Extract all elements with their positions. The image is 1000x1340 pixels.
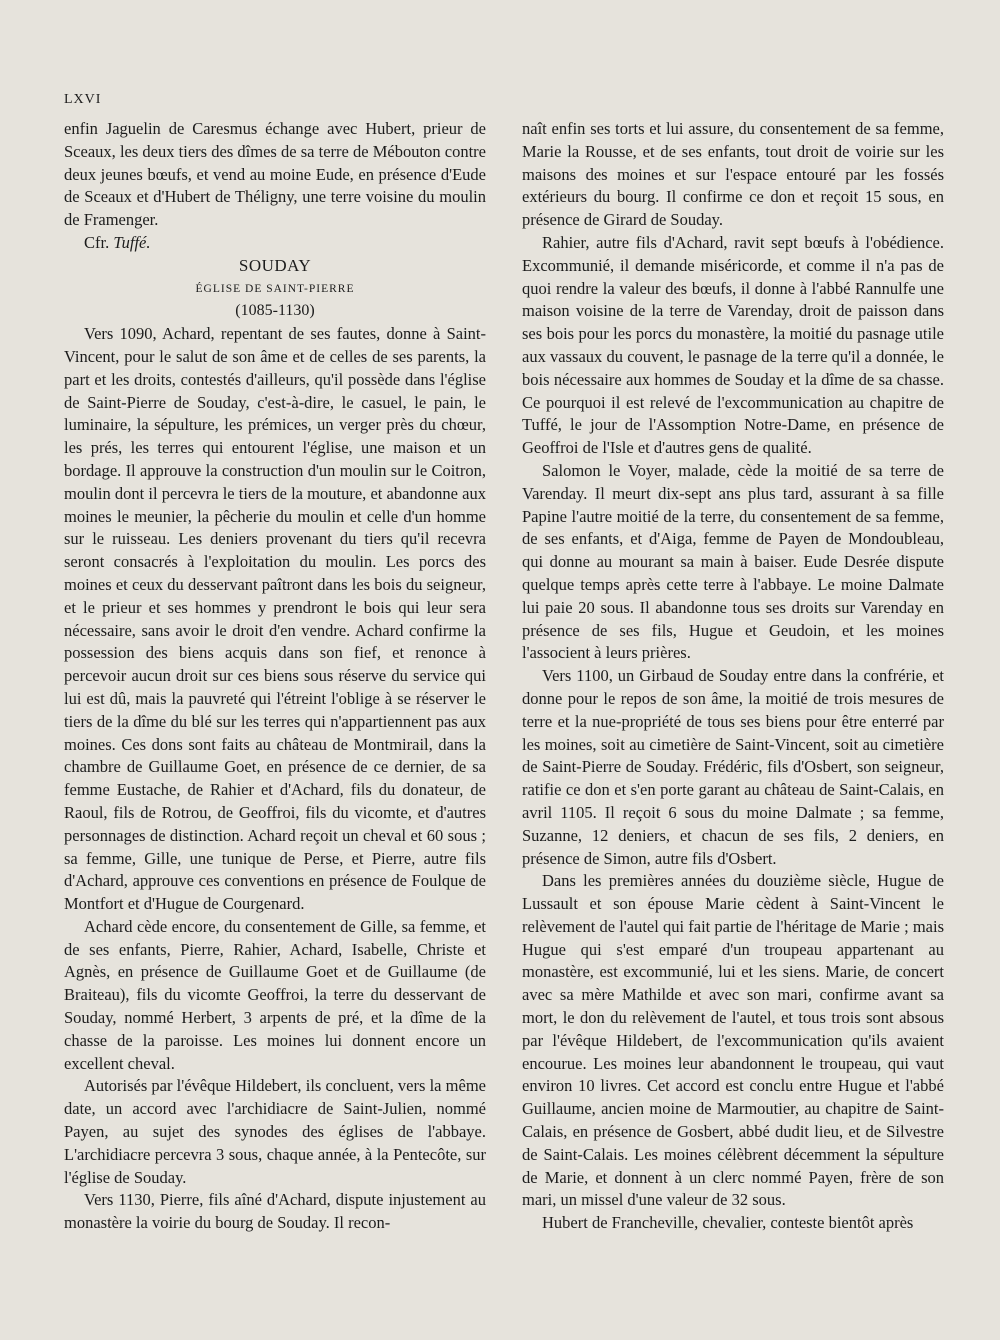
paragraph: Vers 1130, Pierre, fils aîné d'Achard, dispute injustement au monastère la voirie du bourg de Souday. Il recon- [64, 1190, 486, 1233]
paragraph: Hubert de Francheville, chevalier, conteste bientôt après [542, 1213, 914, 1233]
paragraph: Achard cède encore, du consentement de Gille, sa femme, et de ses enfants, Pierre, Rahier, Achard, Isabelle, Christe et Agnès, en présence de Guillaume Goet et de Guillaume (de Braiteau), fils du vicomte Geoffroi, la terre du desservant de Souday, nommé Herbert, 3 arpents de pré, et la dîme de la chasse de la paroisse. Les moines lui donnent encore un excellent cheval. [64, 916, 486, 1073]
paragraph: Dans les premières années du douzième siècle, Hugue de Lussault et son épouse Marie cèdent à Saint-Vincent le relèvement de l'autel qui fait partie de l'héritage de Marie ; mais Hugue qui s'est emparé d'un troupeau appartenant au monastère, est excommunié, lui et les siens. Marie, de concert avec sa mère Mathilde et avec son mari, confirme avant sa mort, le don du relèvement de l'autel, et tous trois sont absous par l'évêque Hildebert, de l'excommunication qu'ils avaient encourue. Les moines leur abandonnent le troupeau, qui vaut environ 10 livres. Cet accord est conclu entre Hugue et l'abbé Guillaume, ancien moine de Marmoutier, au chapitre de Saint-Calais, en présence de Gosbert, abbé dudit lieu, et de Silvestre de Saint-Calais. Les moines célèbrent décemment la sépulture de Marie, et donnent à un clerc nommé Payen, frère de son mari, un missel d'une valeur de 32 sous. [522, 871, 944, 1210]
paragraph: Vers 1100, un Girbaud de Souday entre dans la confrérie, et donne pour le repos de son âme, la moitié de trois mesures de terre et la nue-propriété de tous ses biens pour être enterré par les moines, soit au cimetière de Saint-Vincent, soit au cimetière de Saint-Pierre de Souday. Frédéric, fils d'Osbert, son seigneur, ratifie ce don et s'en porte garant au château de Saint-Calais, en avril 1105. Il reçoit 6 sous du moine Dalmate ; sa femme, Suzanne, 12 deniers, et chacun de ses fils, 2 deniers, en présence de Simon, autre fils d'Osbert. [522, 666, 944, 868]
cross-reference-label: Cfr. [84, 232, 110, 252]
cross-reference [64, 232, 486, 255]
right-column [522, 118, 944, 1235]
paragraph: Vers 1090, Achard, repentant de ses fautes, donne à Saint-Vincent, pour le salut de son âme et de celles de ses parents, la part et les droits, contestés d'ailleurs, qu'il possède dans l'église de Saint-Pierre de Souday, c'est-à-dire, le casuel, le pain, le luminaire, la sépulture, les prémices, un verger près du chœur, les prés, les terres qui entourent l'église, une maison et un bordage. Il approuve la construction d'un moulin sur le Coitron, moulin dont il percevra le tiers de la mouture, et abandonne aux moines le meunier, la pêcherie du moulin et celle d'un homme sur le ruisseau. Les deniers provenant du tiers qu'il recevra seront consacrés à l'exploitation du moulin. Les porcs des moines et ceux du desservant paîtront dans les bois du seigneur, et le prieur et ses hommes y prendront le bois qui leur sera nécessaire, sans avoir le droit d'en vendre. Achard confirme la possession des biens acquis dans son fief, et renonce à percevoir aucun droit sur ces biens sous réserve du service qui lui est dû, mais la pauvreté qui l'étreint l'oblige à se réserver le tiers de la dîme du blé sur les terres qui n'appartiennent pas aux moines. Ces dons sont faits au château de Montmirail, dans la chambre de Guillaume Goet, en présence de ce dernier, de sa femme Eustache, de Rahier et d'Achard, fils du donateur, de Raoul, fils de Rotrou, de Geoffroi, fils du vicomte, et d'autres personnages de distinction. Achard reçoit un cheval et 60 sous ; sa femme, Gille, une tunique de Perse, et Pierre, autre fils d'Achard, approuve ces conventions en présence de Foulque de Montfort et d'Hugue de Courgenard. [64, 324, 486, 914]
cross-reference-target: Tuffé. [113, 232, 151, 252]
paragraph: Autorisés par l'évêque Hildebert, ils concluent, vers la même date, un accord avec l'archidiacre de Saint-Julien, nommé Payen, au sujet des synodes des églises de l'abbaye. L'archidiacre percevra 3 sous, chaque année, à la Pentecôte, sur l'église de Souday. [64, 1076, 486, 1187]
section-dates: (1085-1130) [235, 302, 315, 320]
paragraph: Rahier, autre fils d'Achard, ravit sept bœufs à l'obédience. Excommunié, il demande miséricorde, et comme il n'a pas de quoi rendre la valeur des bœufs, il donne à l'abbé Rannulfe une maison voisine de la terre de Varenday, droit de paisson dans ses bois pour les porcs du monastère, la moitié du pasnage utile aux vassaux du couvent, le pasnage de la terre qu'il a donnée, le bois nécessaire aux hommes de Souday et la dîme de sa chasse. Ce pourquoi il est relevé de l'excommunication au chapitre de Tuffé, le jour de l'Assomption Notre-Dame, en présence de Geoffroi de l'Isle et d'autres gens de qualité. [522, 232, 944, 458]
paragraph: Salomon le Voyer, malade, cède la moitié de sa terre de Varenday. Il meurt dix-sept ans plus tard, assurant à sa fille Papine l'autre moitié de la terre, du consentement de sa femme, de ses enfants, et d'Aiga, femme de Payen de Mondoubleau, qui donne au mourant sa main à baiser. Eude Desrée dispute quelque temps après cette terre à l'abbaye. Le moine Dalmate lui paie 20 sous. Il abandonne tous ses droits sur Varenday en présence de ses fils, Hugue et Geudoin, et les moines l'associent à leurs prières. [522, 460, 944, 663]
section-title: SOUDAY [238, 255, 312, 275]
section-subtitle: ÉGLISE DE SAINT-PIERRE [195, 282, 355, 295]
paragraph-continued: naît enfin ses torts et lui assure, du consentement de sa femme, Marie la Rousse, et de ses enfants, tout droit de voirie sur les maisons des moines et sur l'espace entouré par les fossés extérieurs du bourg. Il confirme ce don et reçoit 15 sous, en présence de Girard de Souday. [522, 119, 944, 230]
page-number: LXVI [64, 92, 102, 107]
left-column [64, 118, 486, 1235]
paragraph-continued: enfin Jaguelin de Caresmus échange avec Hubert, prieur de Sceaux, les deux tiers des dîmes de sa terre de Mébouton contre deux jeunes bœufs, et vend au moine Eude, en présence d'Eude de Sceaux et d'Hubert de Théligny, une terre voisine du moulin de Framenger. [64, 119, 486, 230]
